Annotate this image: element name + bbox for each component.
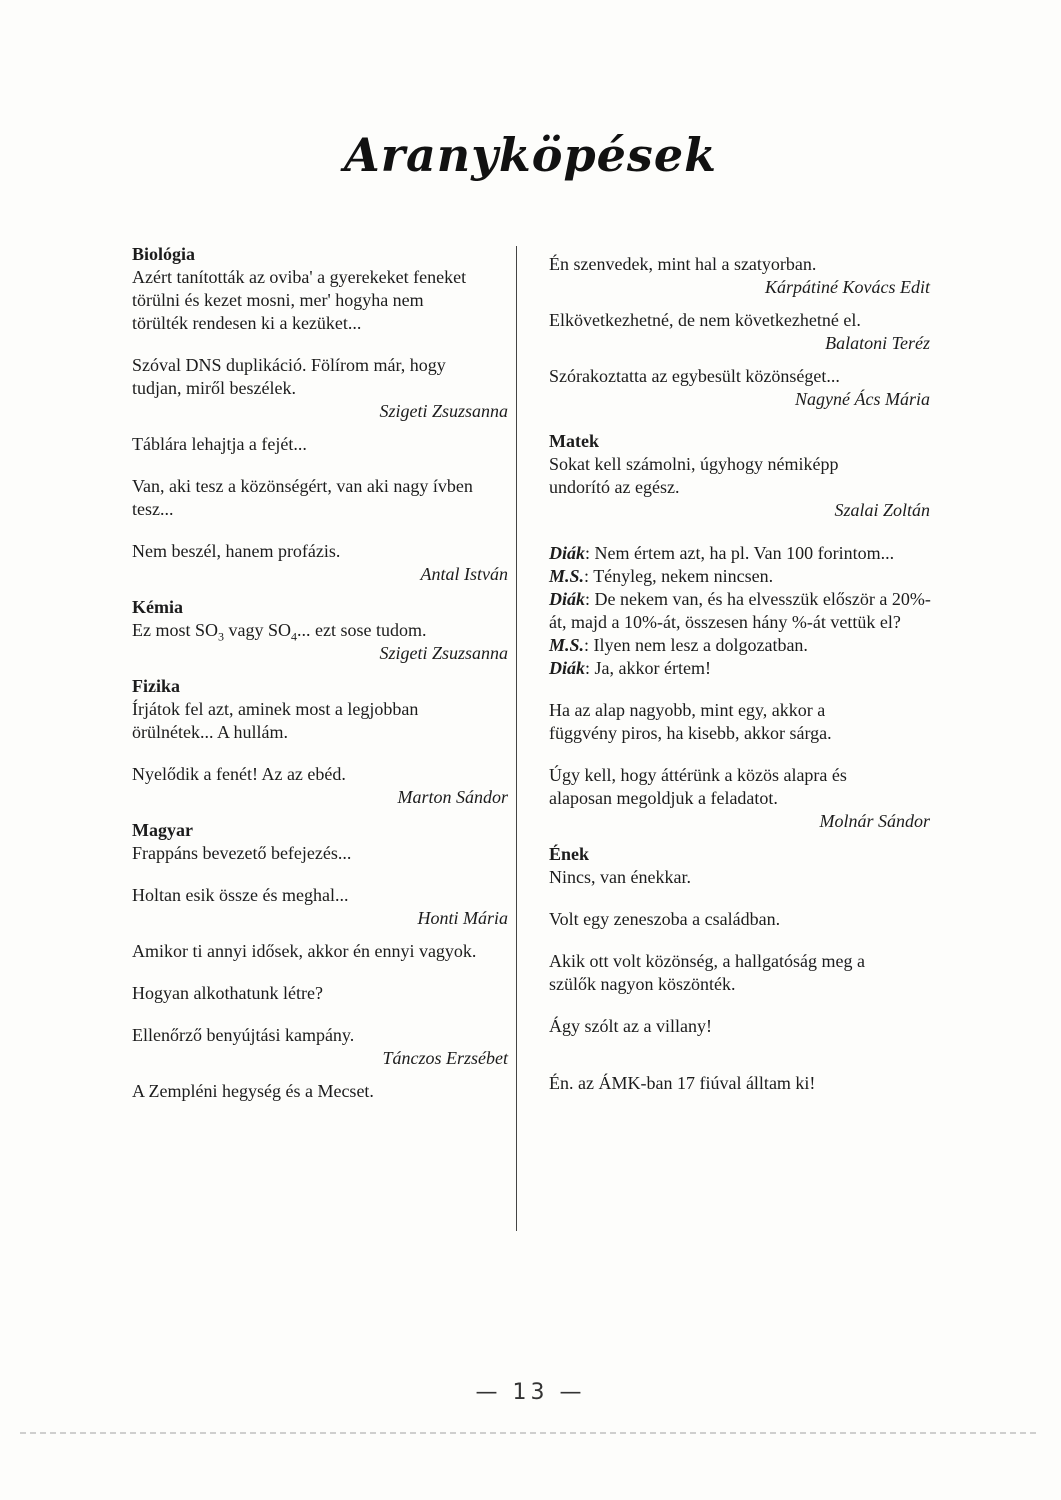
column-divider bbox=[516, 246, 517, 1231]
quote-intro-2: Elkövetkezhetné, de nem következhetné el. Balatoni Teréz bbox=[549, 309, 934, 355]
quote-biologia-2: Szóval DNS duplikáció. Fölírom már, hogy tudjan, miről beszélek. Szigeti Zsuzsanna bbox=[132, 354, 512, 423]
quote-magyar-5: Ellenőrző benyújtási kampány. Tánczos Erzsébet bbox=[132, 1024, 512, 1070]
quote-enek-3: Akik ott volt közönség, a hallgatóság meg a szülők nagyon köszönték. bbox=[549, 951, 865, 994]
quote-matek-2: Ha az alap nagyobb, mint egy, akkor a függvény piros, ha kisebb, akkor sárga. bbox=[549, 700, 832, 743]
quote-author: Honti Mária bbox=[417, 908, 508, 928]
subject-heading-matek: Matek bbox=[549, 431, 599, 451]
quote-enek-2: Volt egy zeneszoba a családban. bbox=[549, 909, 781, 929]
quote-enek-5: Én. az ÁMK-ban 17 fiúval álltam ki! bbox=[549, 1073, 816, 1093]
quote-biologia-3: Táblára lehajtja a fejét... bbox=[132, 434, 307, 454]
quote-biologia-5: Nem beszél, hanem profázis. Antal István bbox=[132, 540, 512, 586]
quote-biologia-4: Van, aki tesz a közönségért, van aki nagy ívben tesz... bbox=[132, 476, 473, 519]
quote-author: Balatoni Teréz bbox=[825, 333, 930, 353]
quote-author: Szigeti Zsuzsanna bbox=[379, 643, 508, 663]
subject-heading-kemia: Kémia bbox=[132, 597, 183, 617]
subject-heading-enek: Ének bbox=[549, 844, 590, 864]
page-title: Aranyköpések bbox=[344, 128, 717, 182]
quote-author: Molnár Sándor bbox=[819, 811, 930, 831]
quote-intro-1: Én szenvedek, mint hal a szatyorban. Kárpátiné Kovács Edit bbox=[549, 253, 934, 299]
dialogue-line: Diák: Nem értem azt, ha pl. Van 100 forintom... bbox=[549, 543, 895, 563]
dialogue-line: Diák: Ja, akkor értem! bbox=[549, 658, 711, 678]
quote-fizika-2: Nyelődik a fenét! Az az ebéd. Marton Sándor bbox=[132, 763, 512, 809]
quote-fizika-1: Fizika Írjátok fel azt, aminek most a legjobban örülnétek... A hullám. bbox=[132, 675, 512, 744]
quote-magyar-1: Magyar Frappáns bevezető befejezés... bbox=[132, 819, 512, 865]
left-column bbox=[132, 243, 512, 1122]
quote-magyar-3: Amikor ti annyi idősek, akkor én ennyi vagyok. bbox=[132, 941, 477, 961]
quote-author: Nagyné Ács Mária bbox=[795, 389, 930, 409]
quote-author: Szalai Zoltán bbox=[834, 500, 930, 520]
subject-heading-biologia: Biológia bbox=[132, 244, 196, 264]
quote-intro-3: Szórakoztatta az egybesült közönséget... Nagyné Ács Mária bbox=[549, 365, 934, 411]
subject-heading-magyar: Magyar bbox=[132, 820, 193, 840]
quote-matek-dialogue bbox=[549, 532, 934, 680]
quote-matek-3: Úgy kell, hogy áttérünk a közös alapra és alaposan megoldjuk a feladatot. Molnár Sándor bbox=[549, 764, 934, 833]
quote-author: Antal István bbox=[420, 564, 508, 584]
scan-artifact-line bbox=[20, 1432, 1040, 1434]
quote-biologia-1: Biológia Azért tanították az oviba' a gyerekeket feneket törülni és kezet mosni, mer' hogyha nem törülték rendesen ki a kezüket... bbox=[132, 243, 512, 335]
quote-magyar-6: A Zempléni hegység és a Mecset. bbox=[132, 1081, 374, 1101]
dialogue-line: Diák: De nekem van, és ha elvesszük először a 20%-át, majd a 10%-át, összesen hány %-át vettük el? bbox=[549, 589, 931, 632]
right-column bbox=[549, 253, 934, 1114]
quote-enek-1: Ének Nincs, van énekkar. bbox=[549, 843, 934, 889]
quote-author: Kárpátiné Kovács Edit bbox=[765, 277, 930, 297]
quote-magyar-4: Hogyan alkothatunk létre? bbox=[132, 983, 323, 1003]
quote-author: Marton Sándor bbox=[397, 787, 508, 807]
quote-matek-1: Matek Sokat kell számolni, úgyhogy némiképp undorító az egész. Szalai Zoltán bbox=[549, 430, 934, 522]
quote-enek-4: Ágy szólt az a villany! bbox=[549, 1016, 712, 1036]
dialogue-line: M.S.: Tényleg, nekem nincsen. bbox=[549, 566, 774, 586]
dialogue-line: M.S.: Ilyen nem lesz a dolgozatban. bbox=[549, 635, 808, 655]
quote-kemia-1: Kémia Ez most $SO_3$ vagy $SO_4$... ezt sose tudom. Szigeti Zsuzsanna bbox=[132, 596, 512, 665]
quote-magyar-2: Holtan esik össze és meghal... Honti Mária bbox=[132, 884, 512, 930]
quote-author: Tánczos Erzsébet bbox=[382, 1048, 508, 1068]
quote-author: Szigeti Zsuzsanna bbox=[379, 401, 508, 421]
subject-heading-fizika: Fizika bbox=[132, 676, 180, 696]
page-number: — 13 — bbox=[475, 1380, 586, 1405]
